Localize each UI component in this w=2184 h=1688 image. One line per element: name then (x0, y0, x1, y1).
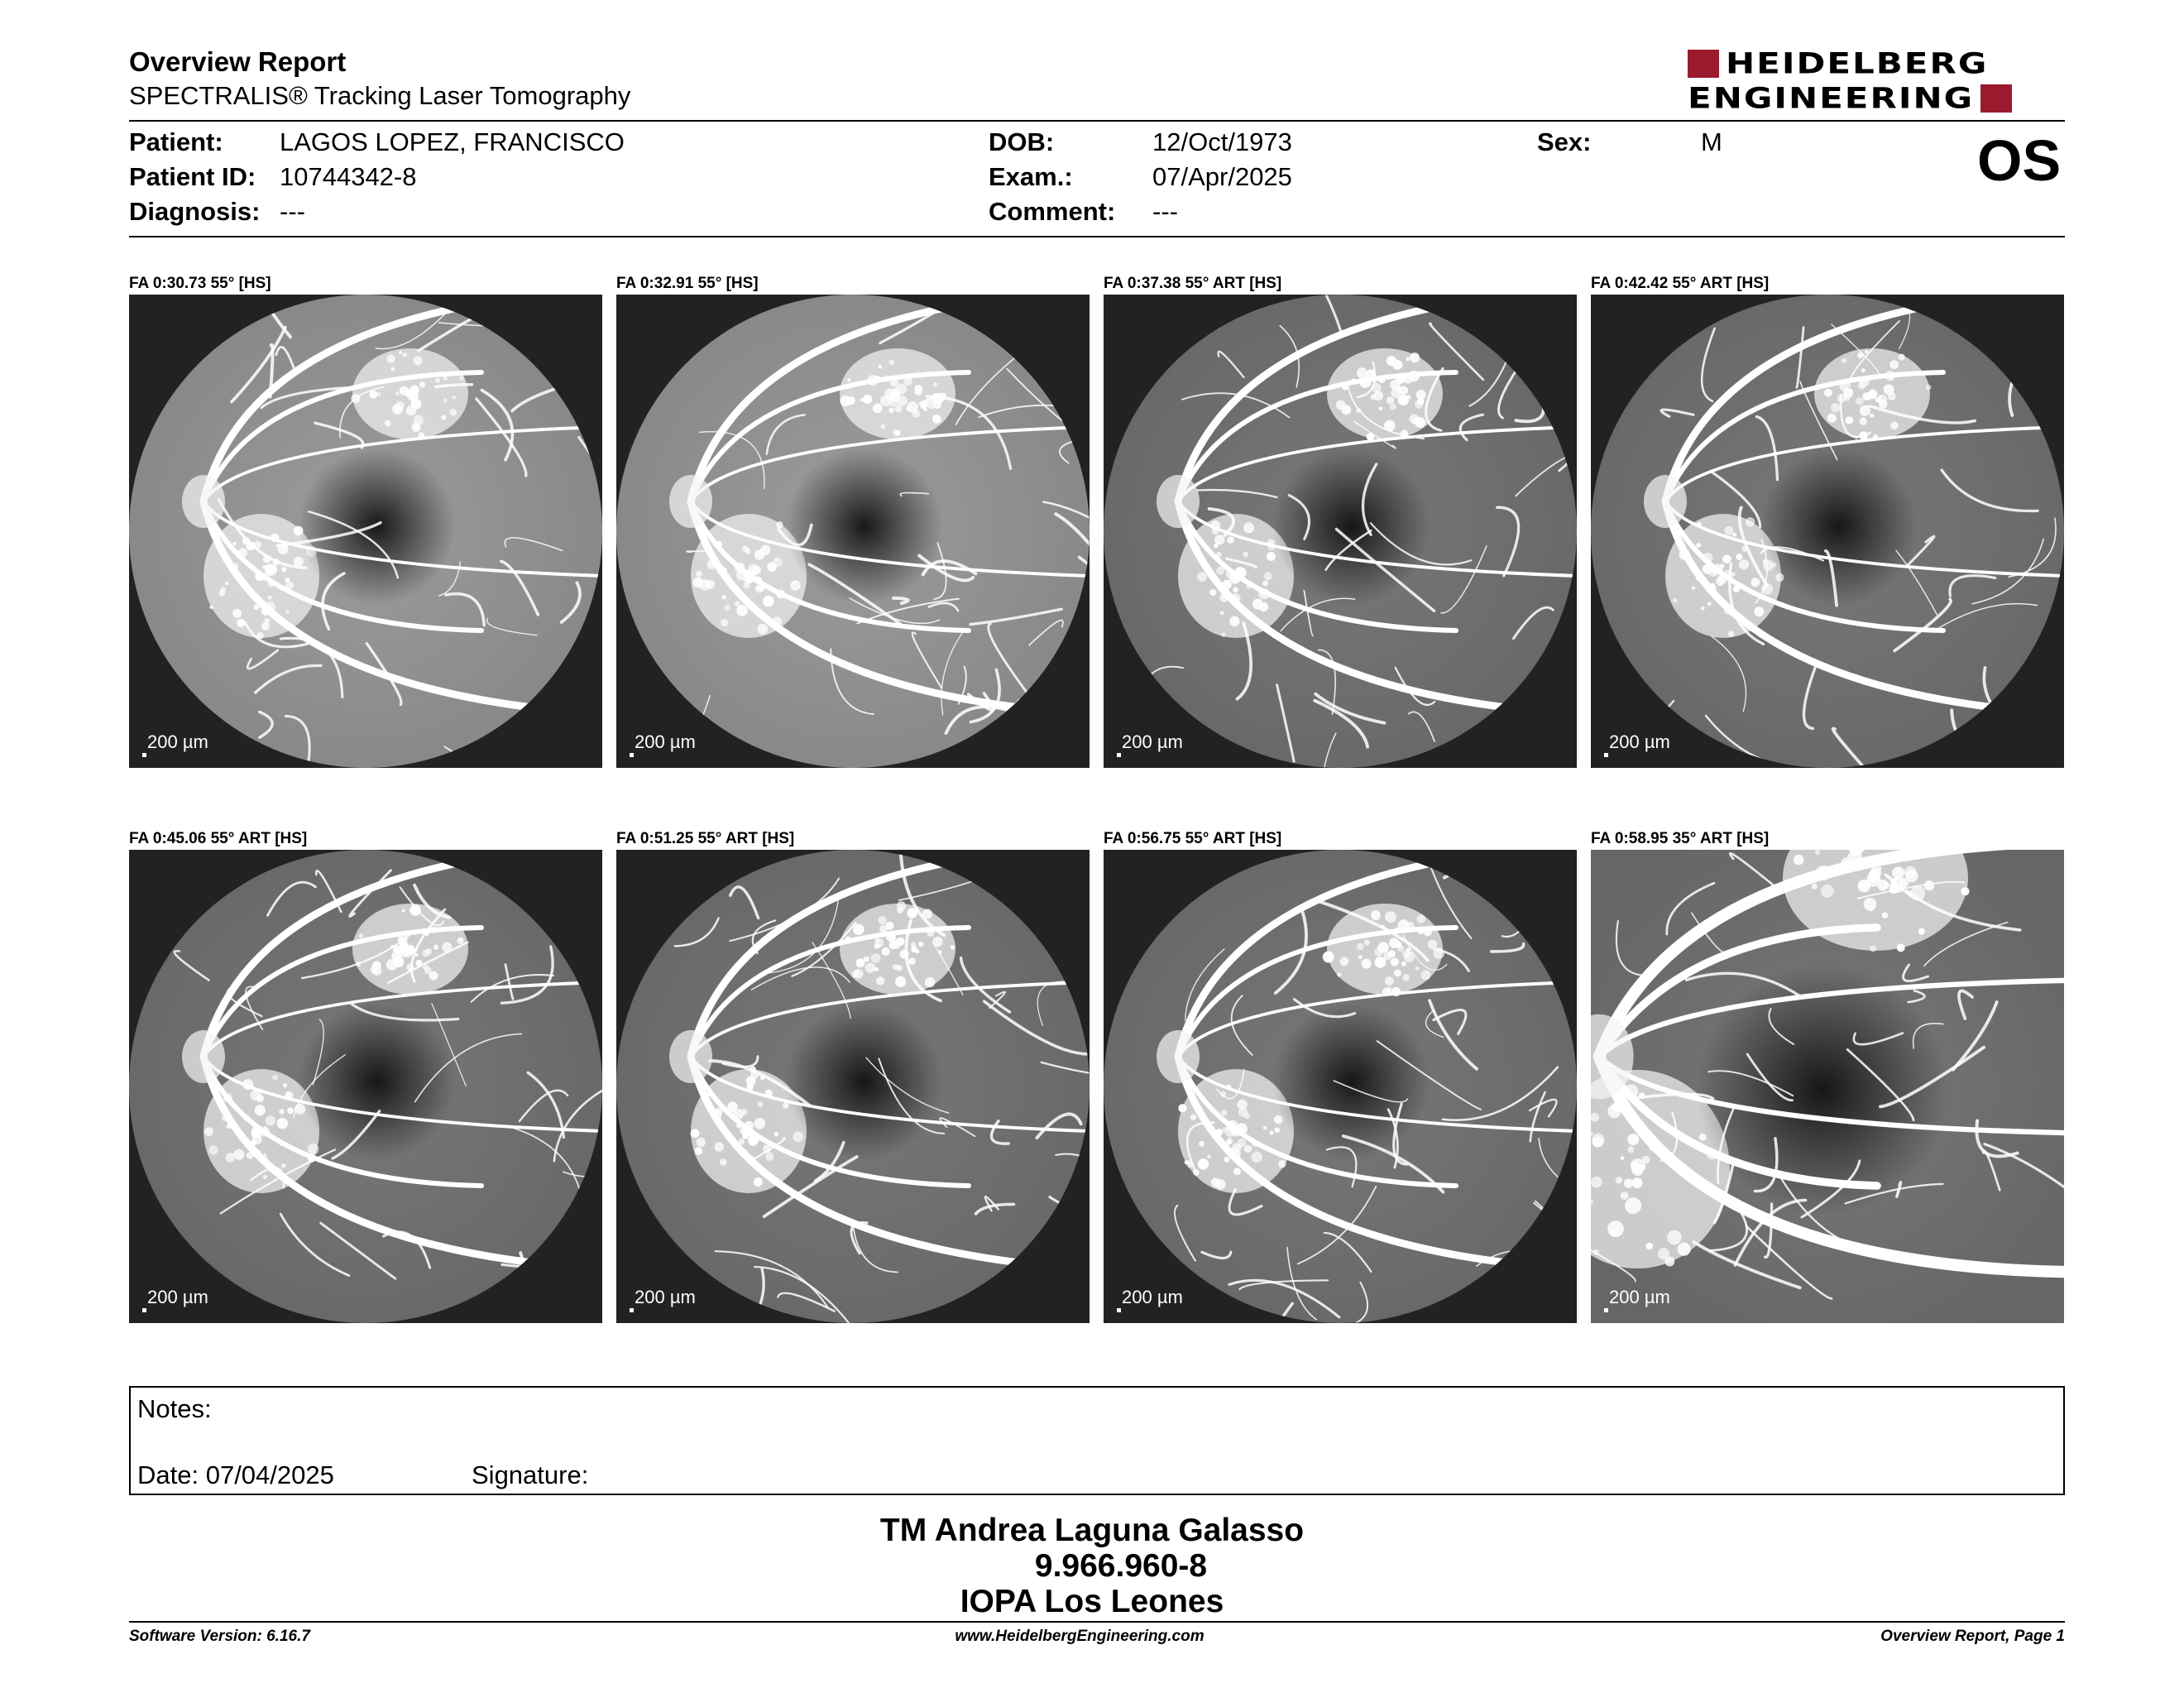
image-caption: FA 0:45.06 55° ART [HS] (129, 830, 308, 847)
fundus-image[interactable] (129, 850, 602, 1323)
fundus-image[interactable] (1591, 295, 2064, 768)
scale-bar: 200 µm (1122, 731, 1183, 752)
patient-label: Patient: (129, 127, 223, 156)
page-label: Overview Report, Page 1 (1880, 1628, 2065, 1645)
image-caption: FA 0:37.38 55° ART [HS] (1104, 275, 1282, 292)
scale-bar: 200 µm (1122, 1287, 1183, 1307)
image-caption: FA 0:30.73 55° [HS] (129, 275, 271, 292)
patient-id: 10744342-8 (280, 162, 417, 191)
signatory-institution: IOPA Los Leones (960, 1584, 1224, 1619)
header-divider (129, 120, 2065, 122)
fundus-image[interactable] (129, 295, 602, 768)
fundus-image[interactable] (1104, 850, 1577, 1323)
logo-square-icon (1688, 50, 1719, 78)
scale-bar: 200 µm (635, 1287, 696, 1307)
fundus-image[interactable] (1591, 850, 2064, 1323)
logo-square-icon (1980, 84, 2012, 113)
patient-divider (129, 236, 2065, 237)
image-caption: FA 0:56.75 55° ART [HS] (1104, 830, 1282, 847)
software-version: Software Version: 6.16.7 (129, 1628, 310, 1645)
scale-bar: 200 µm (1609, 1287, 1670, 1307)
comment-value: --- (1152, 197, 1178, 226)
patient-id-label: Patient ID: (129, 162, 256, 191)
fundus-image[interactable] (616, 850, 1090, 1323)
signatory-name: TM Andrea Laguna Galasso (879, 1513, 1305, 1548)
exam-label: Exam.: (989, 162, 1073, 191)
patient-name: LAGOS LOPEZ, FRANCISCO (280, 127, 625, 156)
sex-value: M (1701, 127, 1722, 156)
image-caption: FA 0:42.42 55° ART [HS] (1591, 275, 1770, 292)
logo-line1: HEIDELBERG (1726, 46, 1989, 80)
scale-bar: 200 µm (1609, 731, 1670, 752)
date-label: Date: 07/04/2025 (137, 1460, 334, 1489)
dob-value: 12/Oct/1973 (1152, 127, 1292, 156)
report-subtitle: SPECTRALIS® Tracking Laser Tomography (129, 81, 631, 110)
notes-label: Notes: (137, 1394, 212, 1423)
fundus-image[interactable] (616, 295, 1090, 768)
exam-value: 07/Apr/2025 (1152, 162, 1292, 191)
scale-bar: 200 µm (147, 1287, 208, 1307)
eye-laterality: OS (1977, 128, 2062, 193)
image-caption: FA 0:58.95 35° ART [HS] (1591, 830, 1770, 847)
heidelberg-logo (1688, 46, 2068, 116)
report-title: Overview Report (129, 46, 347, 77)
logo-line2: ENGINEERING (1688, 81, 1975, 115)
notes-box[interactable] (129, 1386, 2065, 1495)
signatory-id: 9.966.960-8 (1034, 1548, 1208, 1584)
sex-label: Sex: (1537, 127, 1592, 156)
signature-label: Signature: (472, 1460, 589, 1489)
image-caption: FA 0:51.25 55° ART [HS] (616, 830, 795, 847)
fundus-image[interactable] (1104, 295, 1577, 768)
diagnosis-label: Diagnosis: (129, 197, 261, 226)
diagnosis-value: --- (280, 197, 305, 226)
image-caption: FA 0:32.91 55° [HS] (616, 275, 759, 292)
website-link[interactable]: www.HeidelbergEngineering.com (955, 1628, 1205, 1645)
dob-label: DOB: (989, 127, 1055, 156)
comment-label: Comment: (989, 197, 1116, 226)
scale-bar: 200 µm (147, 731, 208, 752)
footer-divider (129, 1621, 2065, 1623)
scale-bar: 200 µm (635, 731, 696, 752)
